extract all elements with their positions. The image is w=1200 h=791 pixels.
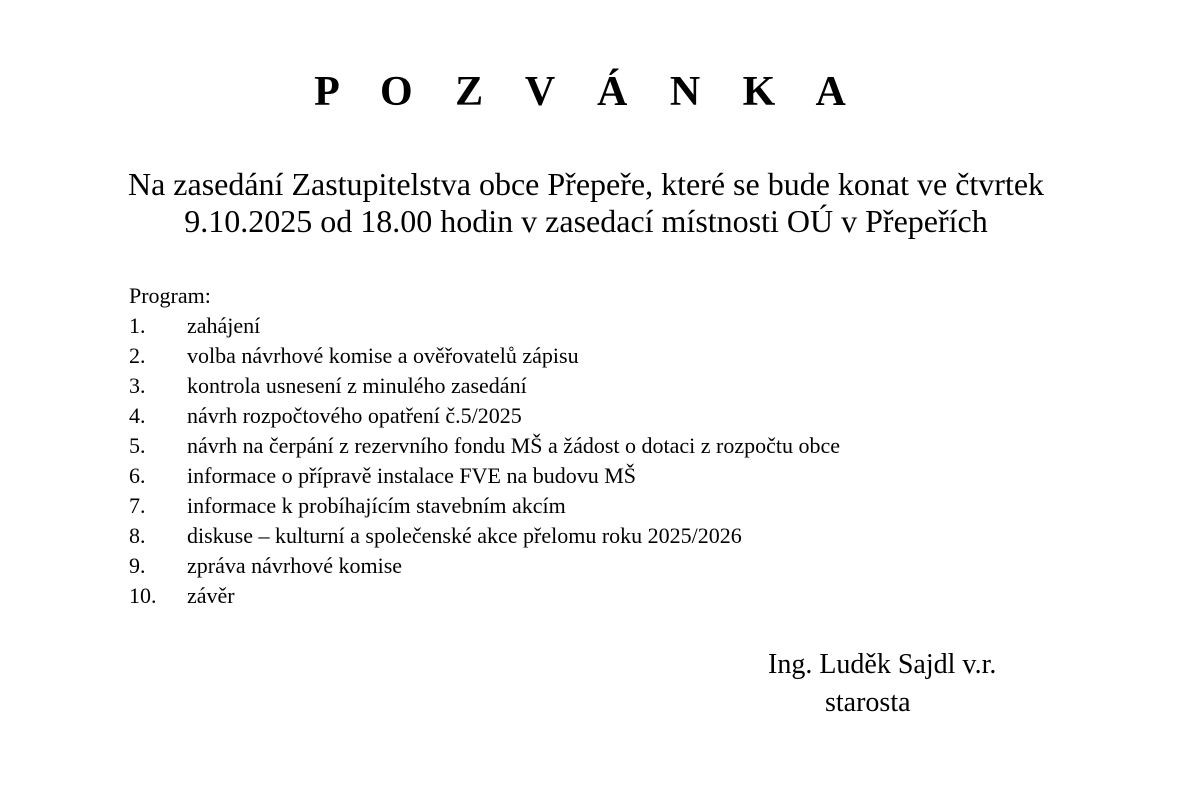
agenda-item-text: informace k probíhajícím stavebním akcím	[187, 493, 566, 518]
agenda-item-number: 6.	[129, 463, 146, 488]
signature-name: Ing. Luděk Sajdl v.r.	[768, 649, 997, 680]
agenda-item-text: zpráva návrhové komise	[187, 553, 403, 578]
signature-role: starosta	[825, 687, 911, 718]
agenda-item	[129, 581, 840, 611]
agenda-item	[129, 551, 840, 581]
agenda-item	[129, 401, 840, 431]
agenda-item-number: 3.	[129, 373, 146, 398]
document-title: P O Z V Á N K A	[314, 69, 862, 115]
agenda-item-text: kontrola usnesení z minulého zasedání	[187, 373, 527, 398]
agenda-item-text: návrh rozpočtového opatření č.5/2025	[187, 403, 522, 428]
agenda-item-number: 9.	[129, 553, 146, 578]
intro-line-2: 9.10.2025 od 18.00 hodin v zasedací místnosti OÚ v Přepeřích	[184, 203, 988, 239]
agenda-item	[129, 491, 840, 521]
agenda-item	[129, 461, 840, 491]
program-heading: Program:	[129, 283, 211, 308]
agenda-item	[129, 371, 840, 401]
agenda-item	[129, 521, 840, 551]
agenda-item-number: 10.	[129, 583, 157, 608]
intro-line-1: Na zasedání Zastupitelstva obce Přepeře, které se bude konat ve čtvrtek	[127, 166, 1045, 202]
invitation-intro	[0, 166, 1172, 240]
agenda-item-number: 8.	[129, 523, 146, 548]
agenda-item-number: 2.	[129, 343, 146, 368]
agenda-item-text: návrh na čerpání z rezervního fondu MŠ a žádost o dotaci z rozpočtu obce	[187, 433, 841, 458]
program-list	[129, 281, 840, 611]
agenda-item	[129, 311, 840, 341]
agenda-item-text: závěr	[187, 583, 235, 608]
agenda-item-text: zahájení	[187, 313, 261, 338]
agenda-item-text: diskuse – kulturní a společenské akce přelomu roku 2025/2026	[187, 523, 742, 548]
agenda-item	[129, 431, 840, 461]
agenda-item-text: informace o přípravě instalace FVE na budovu MŠ	[187, 463, 637, 488]
agenda-item-number: 7.	[129, 493, 146, 518]
signature-block	[768, 646, 996, 722]
agenda-item	[129, 341, 840, 371]
agenda-items	[129, 311, 840, 611]
agenda-item-number: 5.	[129, 433, 146, 458]
agenda-item-text: volba návrhové komise a ověřovatelů zápisu	[187, 343, 579, 368]
agenda-item-number: 4.	[129, 403, 146, 428]
agenda-item-number: 1.	[129, 313, 146, 338]
